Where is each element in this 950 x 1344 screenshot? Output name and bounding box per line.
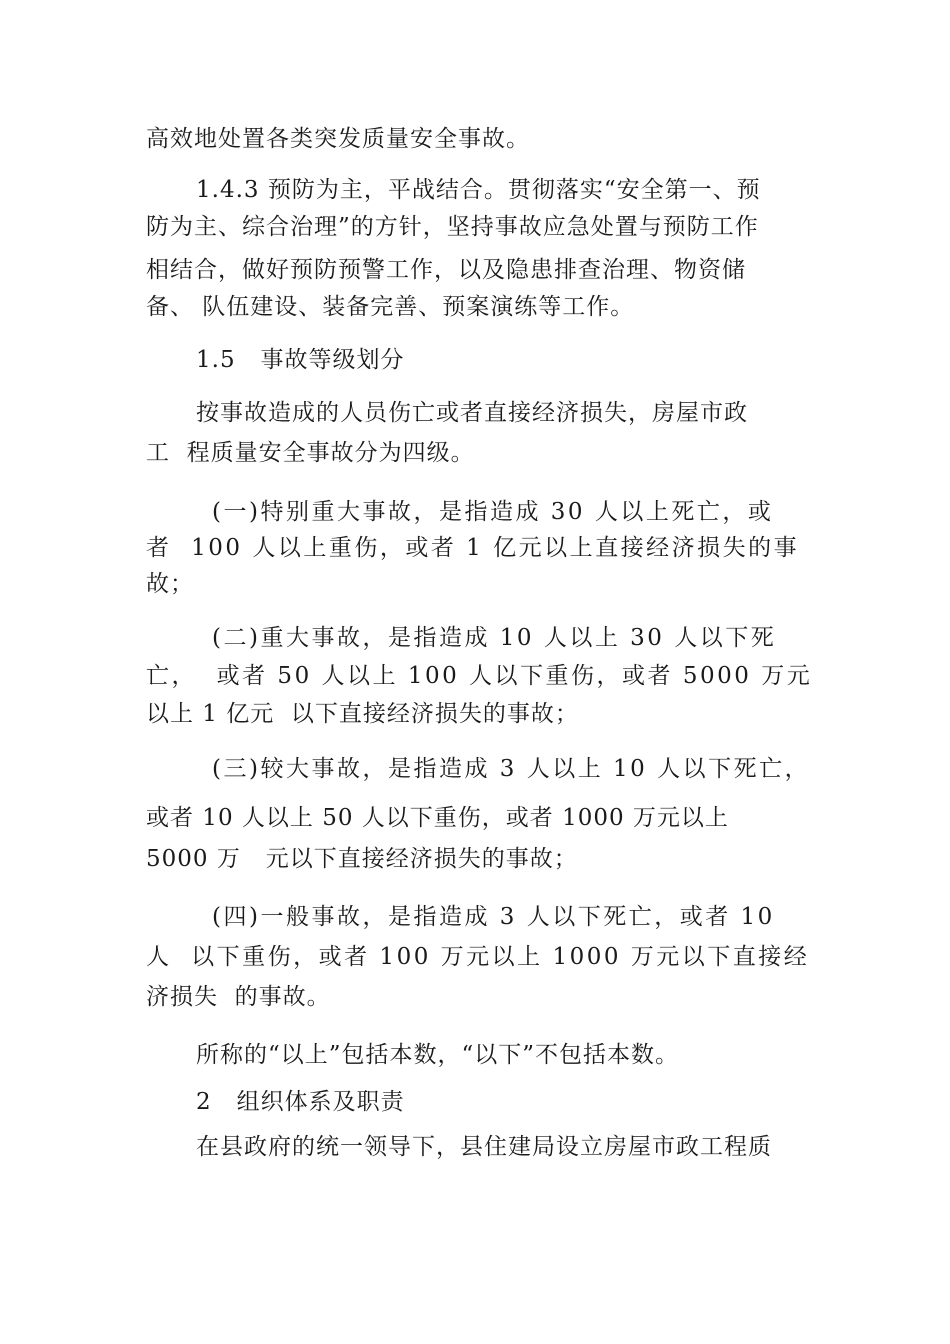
paragraph-line: (二)重大事故，是指造成 10 人以上 30 人以下死: [212, 625, 777, 651]
paragraph-line: 1.4.3 预防为主，平战结合。贯彻落实“安全第一、预: [196, 177, 761, 203]
paragraph-line: 工 程质量安全事故分为四级。: [146, 440, 475, 466]
paragraph-line: 或者 10 人以上 50 人以下重伤，或者 1000 万元以上: [146, 805, 729, 831]
paragraph-line: 亡， 或者 50 人以上 100 人以下重伤，或者 5000 万元: [146, 663, 813, 689]
paragraph-line: 济损失 的事故。: [146, 984, 331, 1010]
paragraph-line: 5000 万 元以下直接经济损失的事故；: [146, 846, 578, 872]
paragraph-line: (四)一般事故，是指造成 3 人以下死亡，或者 10: [212, 904, 775, 930]
section-heading: 2 组织体系及职责: [196, 1089, 405, 1115]
paragraph-line: 高效地处置各类突发质量安全事故。: [146, 126, 530, 152]
paragraph-line: 者 100 人以上重伤，或者 1 亿元以上直接经济损失的事: [146, 535, 800, 561]
section-heading: 1.5 事故等级划分: [196, 347, 405, 373]
paragraph-line: 以上 1 亿元 以下直接经济损失的事故；: [146, 701, 579, 727]
paragraph-line: 按事故造成的人员伤亡或者直接经济损失，房屋市政: [196, 400, 748, 426]
paragraph-line: 人 以下重伤，或者 100 万元以上 1000 万元以下直接经: [146, 944, 810, 970]
paragraph-line: 防为主、综合治理”的方针，坚持事故应急处置与预防工作: [146, 214, 759, 240]
paragraph-line: (一)特别重大事故，是指造成 30 人以上死亡，或: [212, 499, 774, 525]
paragraph-line: 所称的“以上”包括本数，“以下”不包括本数。: [196, 1042, 680, 1068]
paragraph-line: 备、 队伍建设、装备完善、预案演练等工作。: [146, 294, 635, 320]
paragraph-line: 相结合，做好预防预警工作，以及隐患排查治理、物资储: [146, 257, 746, 283]
paragraph-line: (三)较大事故，是指造成 3 人以上 10 人以下死亡，: [212, 756, 811, 782]
paragraph-line: 在县政府的统一领导下，县住建局设立房屋市政工程质: [196, 1134, 772, 1160]
paragraph-line: 故；: [146, 571, 194, 597]
